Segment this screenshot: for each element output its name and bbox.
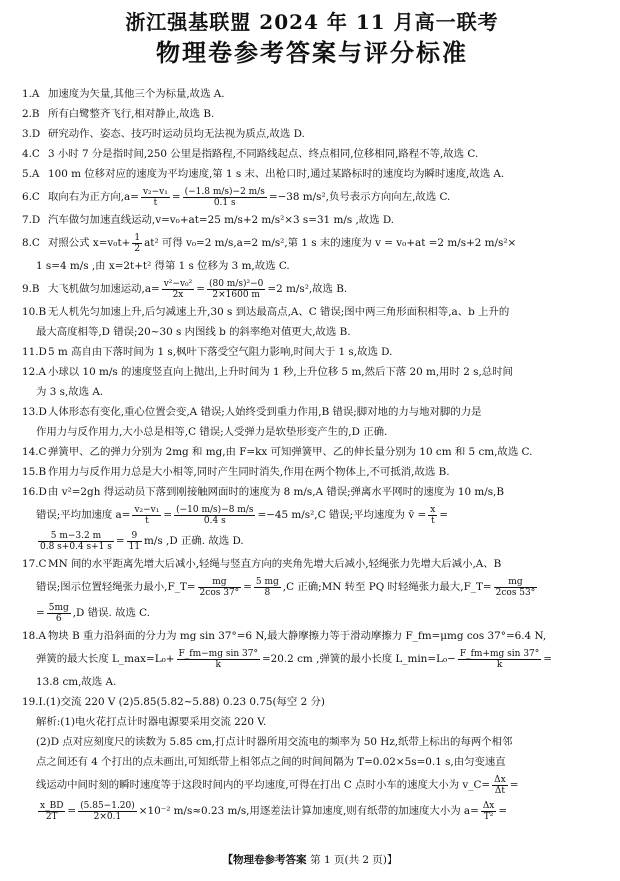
answer-16-line3: $\frac{5 m-3.2 m}{0.8 s+0.4 s+1 s}$ = $\frac{9}{11}$ m/s ,D 正确. 故选 D. — [40, 530, 244, 552]
fraction: $\frac{\text{v²−v₀²}}{2x}$ — [163, 278, 193, 300]
exam-title: 浙江强基联盟 2024 年 11 月高一联考 — [125, 10, 499, 34]
document-title: 物理卷参考答案与评分标准 — [156, 38, 468, 67]
answer-16: 16.D由 v²=2gh 得运动员下落到刚接触网面时的速度为 8 m/s,A 错误;弹离水平网时的速度为 10 m/s,B — [22, 486, 504, 498]
fraction: $\frac{\text{(80 m/s)²−0}}{2\times 1600 m}$ — [208, 278, 264, 300]
answer-16-line2: 错误;平均加速度 a= $\frac{\text{v₂−v₁}}{t}$ = $\frac{(-10 m/s)-8 m/s}{0.4 s}$ =−45 m/s²,C 错误;平均速度为 v̄ = $\frac{x}{t}$ = — [36, 504, 449, 526]
answer-17-line3: = $\frac{5mg}{6}$ ,D 错误. 故选 C. — [36, 602, 151, 624]
answer-8: 8.C 对照公式 x=v₀t+ $\frac{1}{2}$ at² 可得 v₀=2 m/s,a=2 m/s²,第 1 s 末的速度为 v = v₀+at =2 m/s+2 m/s²× — [22, 232, 517, 254]
answer-14: 14.C 弹簧甲、乙的弹力分别为 2mg 和 mg,由 F=kx 可知弹簧甲、乙的伸长量分别为 10 cm 和 5 cm,故选 C. — [22, 446, 533, 458]
answer-9: 9.B 大飞机做匀加速运动,a= $\frac{\text{v²−v₀²}}{2x}$ = $\frac{\text{(80 m/s)²−0}}{2\times 1600 m}$ =2 m/s²,故选 B. — [22, 278, 348, 300]
fraction: $\frac{\text{v₂−v₁}}{t}$ — [134, 504, 160, 526]
answer-12-continued: 为 3 s,故选 A. — [36, 386, 104, 398]
answer-18-line2: 弹簧的最大长度 L_max=L₀+ $\frac{\text{F\_fm−mg sin 37°}}{k}$ =20.2 cm ,弹簧的最小长度 L_min=L₀− $\frac{\text{F\_fm+mg sin 37°}}{k}$ = — [36, 648, 552, 670]
answer-19-explanation-1: 解析:(1)电火花打点计时器电源要采用交流 220 V. — [36, 716, 267, 728]
fraction: $\frac{x\_BD}{2T}$ — [40, 800, 64, 822]
fraction: $\frac{9}{11}$ — [128, 530, 141, 552]
answer-12: 12.A 小球以 10 m/s 的速度竖直向上抛出,上升时间为 1 秒,上升位移 5 m,然后下落 20 m,用时 2 s,总时间 — [22, 366, 513, 378]
answer-1: 1.A 加速度为矢量,其他三个为标量,故选 A. — [22, 88, 225, 100]
answer-17-line2: 错误;图示位置轻绳张力最小,F_T= $\frac{mg}{2\cos 37^\circ}$ = $\frac{5 mg}{8}$ ,C 正确;MN 转至 PQ 时轻绳张力最大,F_T= $\frac{mg}{2\cos 53^\circ}$ — [36, 576, 536, 598]
fraction: $\frac{(-1.8 m/s)-2 m/s}{0.1 s}$ — [184, 186, 265, 208]
answer-10-continued: 最大高度相等,D 错误;20~30 s 内图线 b 的斜率绝对值更大,故选 B. — [36, 326, 351, 338]
fraction: $\frac{5 mg}{8}$ — [255, 576, 279, 598]
answer-19-explanation-3: 点之间还有 4 个打出的点未画出,可知纸带上相邻点之间的时间间隔为 T=0.02×5s=0.1 s,由匀变速直 — [36, 756, 506, 768]
fraction: $\frac{\text{v₂−v₁}}{t}$ — [142, 186, 168, 208]
answer-3: 3.D 研究动作、姿态、技巧时运动员均无法视为质点,故选 D. — [22, 128, 305, 140]
answer-11: 11.D5 m 高自由下落时间为 1 s,枫叶下落受空气阻力影响,时间大于 1 s,故选 D. — [22, 346, 393, 358]
fraction: $\frac{x}{t}$ — [430, 504, 436, 526]
answer-13-continued: 作用力与反作用力,大小总是相等,C 错误;人受弹力是软垫形变产生的,D 正确. — [36, 426, 388, 438]
fraction: $\frac{(-10 m/s)-8 m/s}{0.4 s}$ — [176, 504, 254, 526]
answer-5: 5.A 100 m 位移对应的速度为平均速度,第 1 s 末、出枪口时,通过某路标时的速度均为瞬时速度,故选 A. — [22, 168, 505, 180]
answer-13: 13.D人体形态有变化,重心位置会变,A 错误;人始终受到重力作用,B 错误;脚对地的力与地对脚的力是 — [22, 406, 482, 418]
answer-19-explanation-2: (2)D 点对应刻度尺的读数为 5.85 cm,打点计时器所用交流电的频率为 50 Hz,纸带上标出的每两个相邻 — [36, 736, 513, 748]
fraction: $\frac{mg}{2\cos 53^\circ}$ — [495, 576, 536, 598]
answer-18-line3: 13.8 cm,故选 A. — [36, 676, 117, 688]
answer-2: 2.B 所有白鹭整齐飞行,相对静止,故选 B. — [22, 108, 215, 120]
fraction: $\frac{1}{2}$ — [134, 232, 141, 254]
answer-7: 7.D 汽车做匀加速直线运动,v=v₀+at=25 m/s+2 m/s²×3 s=31 m/s ,故选 D. — [22, 214, 395, 226]
answer-18: 18.A 物块 B 重力沿斜面的分力为 mg sin 37°=6 N,最大静摩擦力等于滑动摩擦力 F_fm=μmg cos 37°=6.4 N, — [22, 630, 547, 642]
answer-17: 17.C MN 间的水平距离先增大后减小,轻绳与竖直方向的夹角先增大后减小,轻绳张力先增大后减小,A、B — [22, 558, 502, 570]
page-number: 第 1 页(共 2 页)】 — [310, 854, 398, 866]
fraction: $\frac{\text{F\_fm−mg sin 37°}}{k}$ — [178, 648, 258, 670]
fraction: $\frac{mg}{2\cos 37^\circ}$ — [199, 576, 240, 598]
answer-19-explanation-5: $\frac{x\_BD}{2T}$ = $\frac{(5.85-1.20)}{2\times 0.1}$ ×10⁻² m/s≈0.23 m/s,用逐差法计算加速度,则有纸带的加速度大小为 a= $\frac{\Delta x}{\text{T²}}$ = — [40, 800, 508, 822]
fraction: $\frac{5 m-3.2 m}{0.8 s+0.4 s+1 s}$ — [40, 530, 112, 552]
answer-19-answers: 19.Ⅰ.(1)交流 220 V (2)5.85(5.82~5.88) 0.23 0.75(每空 2 分) — [22, 696, 325, 708]
answer-8-continued: 1 s=4 m/s ,由 x=2t+t² 得第 1 s 位移为 3 m,故选 C. — [36, 260, 290, 272]
answers-body — [22, 84, 602, 824]
answer-6: 6.C 取向右为正方向,a= $\frac{\text{v₂−v₁}}{t}$ = $\frac{(-1.8 m/s)-2 m/s}{0.1 s}$ =−38 m/s²,负号表示方向向左,故选 C. — [22, 186, 451, 208]
answer-4: 4.C 3 小时 7 分是指时间,250 公里是指路程,不同路线起点、终点相同,位移相同,路程不等,故选 C. — [22, 148, 479, 160]
page-footer: 【物理卷参考答案 第 1 页(共 2 页)】 — [222, 854, 398, 866]
fraction: $\frac{5mg}{6}$ — [48, 602, 69, 624]
fraction: $\frac{\text{F\_fm+mg sin 37°}}{k}$ — [459, 648, 540, 670]
answer-15: 15.B 作用力与反作用力总是大小相等,同时产生同时消失,作用在两个物体上,不可抵消,故选 B. — [22, 466, 450, 478]
fraction: $\frac{\Delta x}{\text{T²}}$ — [482, 800, 495, 822]
answer-10: 10.B 无人机先匀加速上升,后匀减速上升,30 s 到达最高点,A、C 错误;图中两三角形面积相等,a、b 上升的 — [22, 306, 510, 318]
fraction: $\frac{\Delta x}{\Delta t}$ — [494, 774, 506, 796]
fraction: $\frac{(5.85-1.20)}{2\times 0.1}$ — [80, 800, 135, 822]
answer-19-explanation-4: 线运动中间时刻的瞬时速度等于这段时间内的平均速度,可得在打出 C 点时小车的速度大小为 v_C= $\frac{\Delta x}{\Delta t}$ = — [36, 774, 519, 796]
